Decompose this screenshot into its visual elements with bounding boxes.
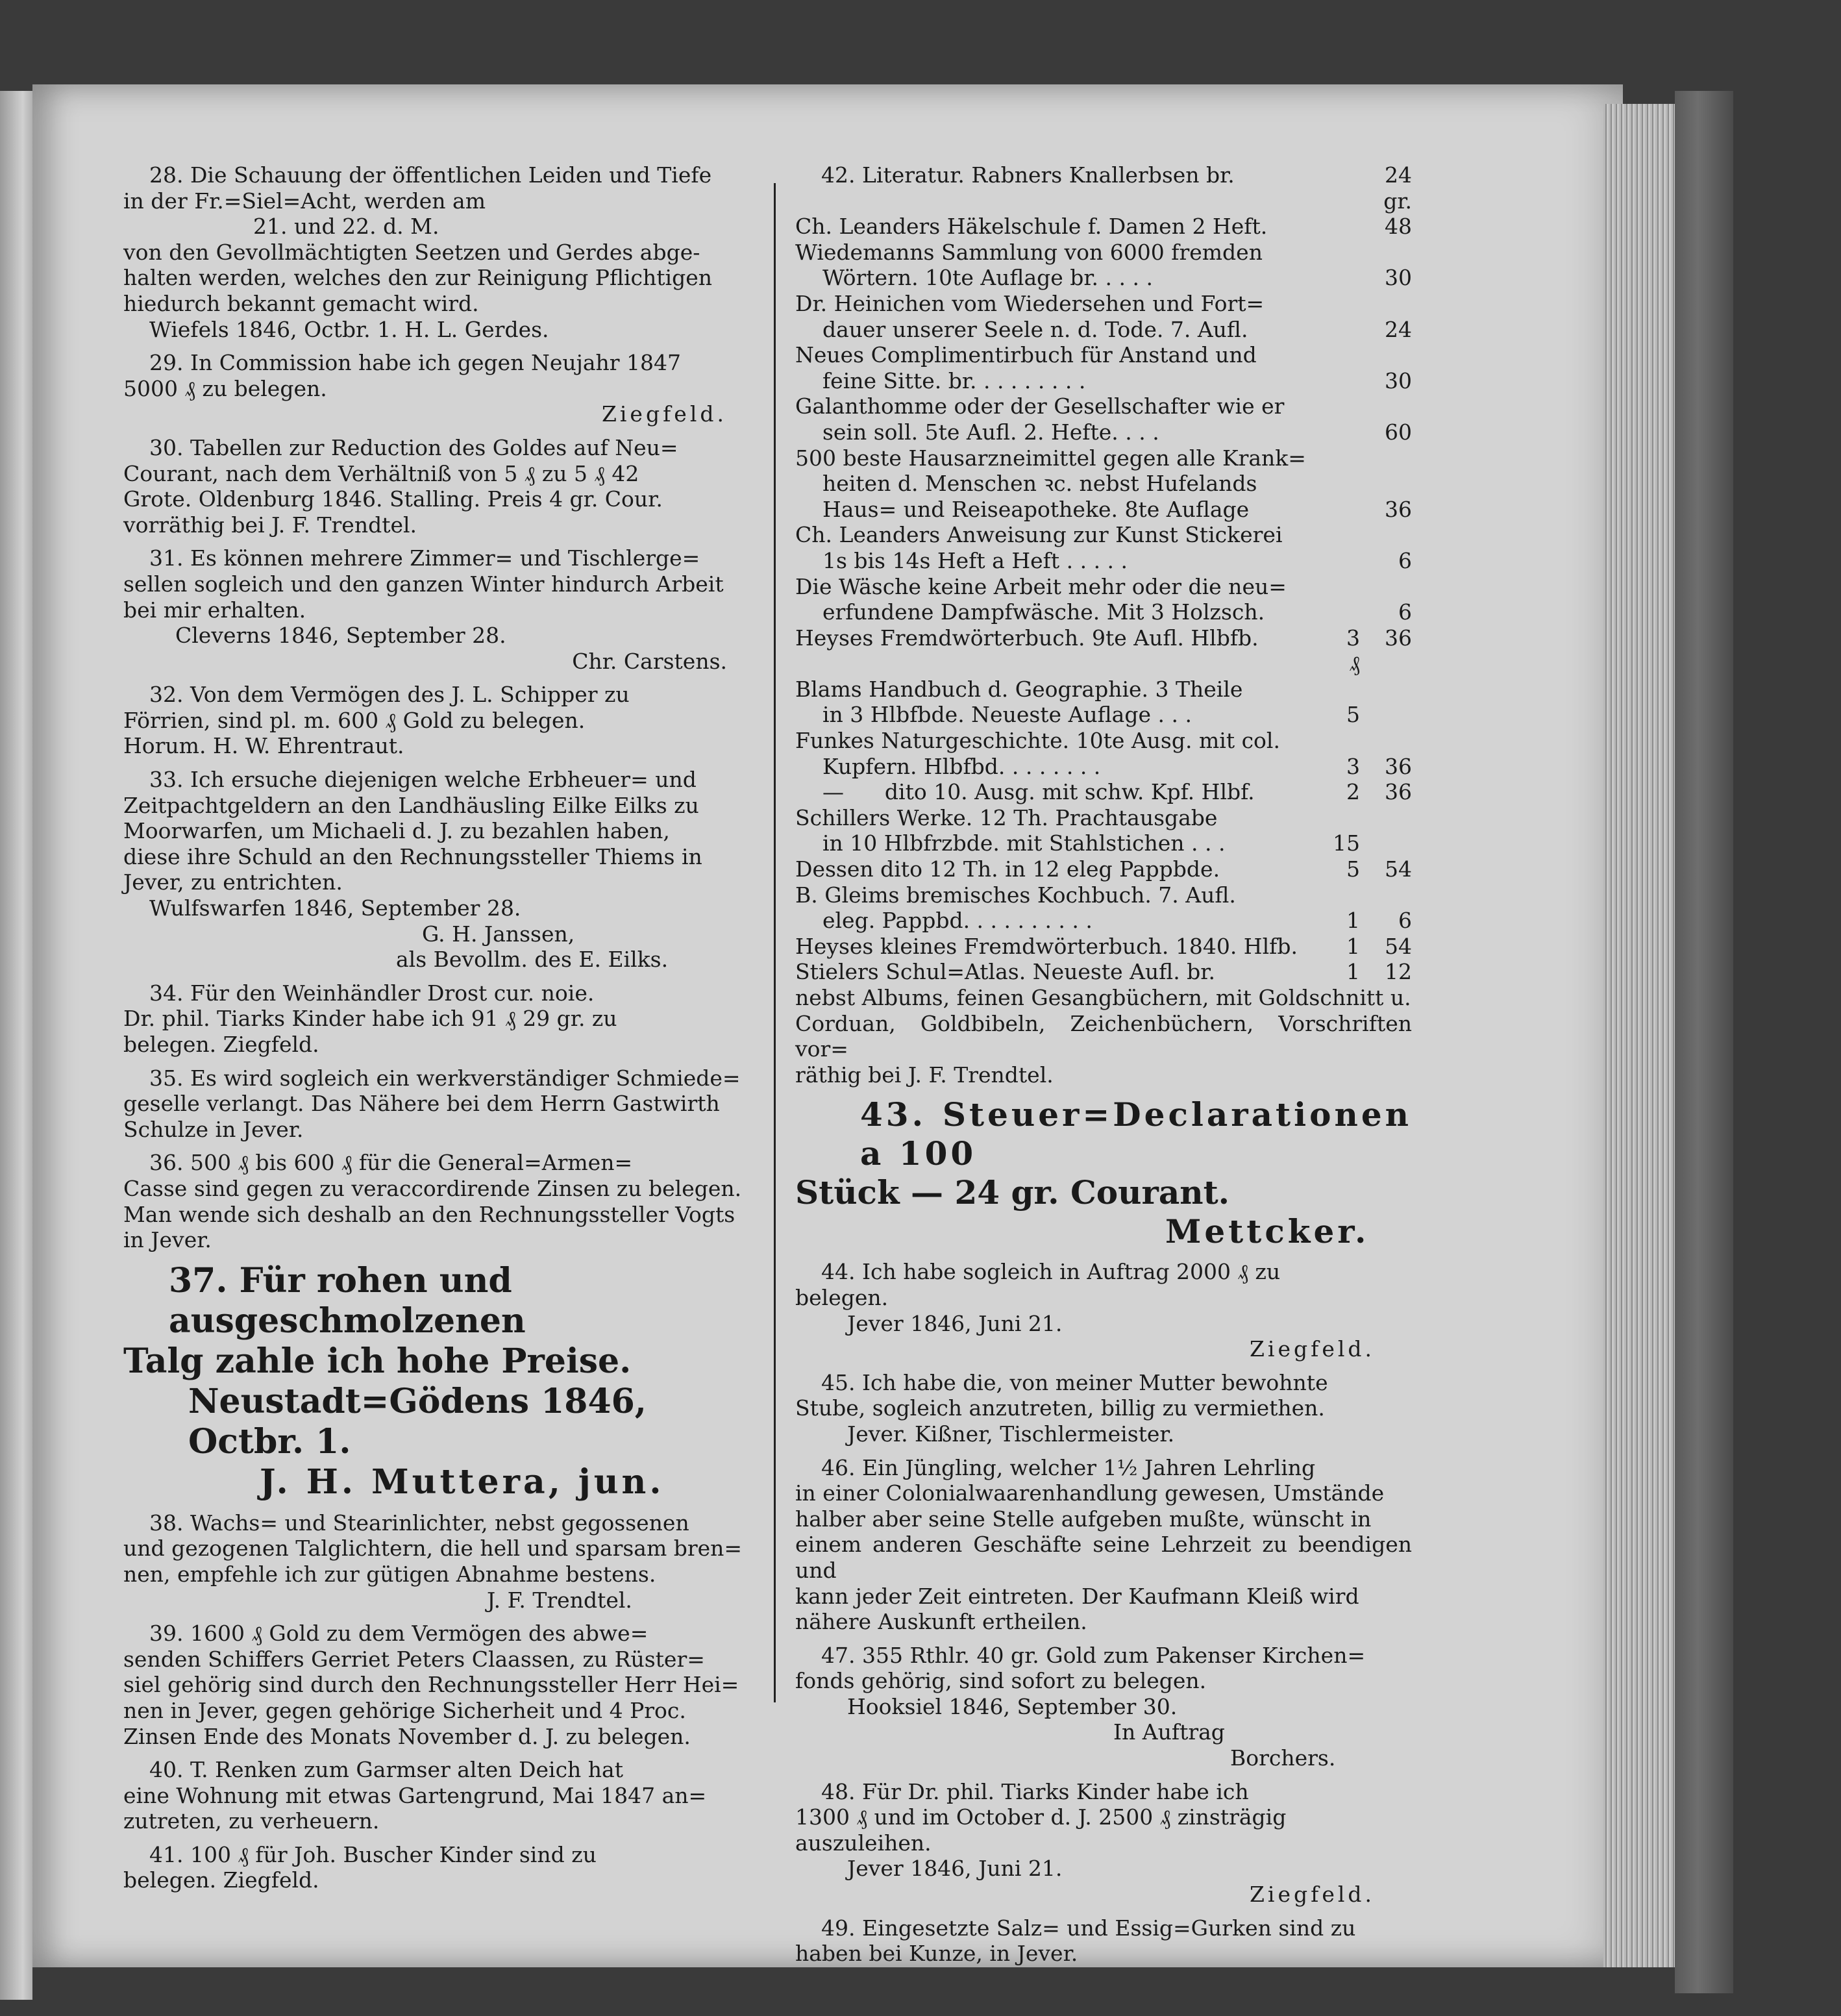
notice-line: Jever, zu entrichten. [123,869,343,895]
book-list-row [795,625,1412,677]
book-list-row [795,240,1412,266]
book-title: Dessen dito 12 Th. in 12 eleg Pappbde. [795,856,1220,882]
notice-line: räthig bei J. F. Trendtel. [795,1062,1054,1088]
notice-37 [123,1261,753,1502]
price-thaler: 2 [1346,779,1360,805]
price-thaler [1330,728,1360,754]
price-thaler: 5 [1346,702,1360,728]
price-groschen: 54 [1385,933,1412,959]
notice-43 [795,1095,1412,1251]
book-title: Neues Complimentirbuch für Anstand und [795,342,1257,368]
book-title: 1s bis 14s Heft a Heft . . . . . [795,547,1128,573]
notice-line: Zinsen Ende des Monats November d. J. zu belegen. [123,1723,691,1749]
book-list-row [795,882,1412,908]
notice-signature: G. H. Janssen, [422,921,575,947]
book-list-row [795,497,1412,523]
book-title: heiten d. Menschen ꝛc. nebst Hufelands [795,471,1257,497]
price-groschen: 36 [1385,496,1412,522]
price-groschen [1360,677,1412,703]
notice-line: Man wende sich deshalb an den Rechnungssteller Vogts [123,1201,735,1227]
notice-36 [123,1150,753,1252]
notice-line: Jever 1846, Juni 21. [847,1856,1063,1882]
right-column [795,162,1412,1968]
price-thaler [1330,574,1360,600]
notice-line: senden Schiffers Gerriet Peters Claassen, zu Rüster= [123,1646,705,1672]
price-groschen [1360,445,1412,471]
notice-line: halber aber seine Stelle aufgeben mußte, wünscht in [795,1506,1372,1532]
notice-line: Casse sind gegen zu veraccordirende Zinsen zu belegen. [123,1175,742,1201]
notice-line: Moorwarfen, um Michaeli d. J. zu bezahlen haben, [123,818,670,844]
price-thaler [1330,471,1360,497]
notice-line: eine Wohnung mit etwas Gartengrund, Mai 1847 an= [123,1782,707,1808]
notice-line: 41. 100 ₰ für Joh. Buscher Kinder sind zu [149,1841,597,1867]
price-groschen [1360,471,1412,497]
price-groschen [1360,393,1412,419]
price-groschen [1360,805,1412,831]
notice-49 [795,1915,1412,1967]
book-list-row [795,677,1412,703]
notice-30 [123,435,753,538]
notice-line: geselle verlangt. Das Nähere bei dem Herrn Gastwirth [123,1091,720,1117]
book-title: Ch. Leanders Häkelschule f. Damen 2 Heft. [795,214,1268,240]
notice-line: vorräthig bei J. F. Trendtel. [123,512,417,538]
price-groschen: 6 [1398,599,1412,625]
price: 24 gr. [1383,162,1412,214]
notice-line: 39. 1600 ₰ Gold zu dem Vermögen des abwe= [149,1621,649,1647]
notice-line: 38. Wachs= und Stearinlichter, nebst gegossenen [149,1510,689,1536]
notice-line: 1300 ₰ und im October d. J. 2500 ₰ zinsträgig [795,1804,1287,1830]
book-title: Heyses Fremdwörterbuch. 9te Aufl. Hlbfb. [795,625,1259,651]
price-thaler: 15 [1333,830,1360,856]
notice-line: fonds gehörig, sind sofort zu belegen. [795,1668,1207,1694]
book-list-row [795,393,1412,419]
notice-line: nähere Auskunft ertheilen. [795,1609,1087,1635]
price-groschen: 36 [1385,625,1412,651]
book-list-row [795,599,1412,625]
notice-signature: Ziegfeld. [1250,1336,1376,1362]
notice-line: 36. 500 ₰ bis 600 ₰ für die General=Armen= [149,1150,633,1176]
notice-line: 49. Eingesetzte Salz= und Essig=Gurken sind zu [821,1915,1356,1941]
price-thaler [1330,805,1360,831]
notice-heading: 37. Für rohen und ausgeschmolzenen [169,1260,526,1341]
notice-line: 45. Ich habe die, von meiner Mutter bewohnte [821,1369,1328,1395]
notice-28 [123,162,753,342]
book-list-row [795,548,1412,574]
notice-line: 40. T. Renken zum Garmser alten Deich hat [149,1757,623,1783]
price-groschen: 60 [1385,419,1412,445]
notice-signature: Ziegfeld. [601,401,727,427]
notice-line: zutreten, zu verheuern. [123,1808,380,1834]
book-list-row [795,856,1412,882]
notice-line: hiedurch bekannt gemacht wird. [123,290,479,316]
notice-line: 29. In Commission habe ich gegen Neujahr 1847 [149,350,682,376]
book-title: Dr. Heinichen vom Wiedersehen und Fort= [795,290,1265,316]
book-list-row [795,445,1412,471]
book-title: dauer unserer Seele n. d. Tode. 7. Aufl. [795,316,1248,342]
price-thaler: 3 ₰ [1346,625,1360,677]
notice-34 [123,980,753,1058]
notice-40 [123,1757,753,1834]
notice-39 [123,1621,753,1749]
notice-signature: Borchers. [1230,1745,1336,1771]
notice-line: diese ihre Schuld an den Rechnungssteller Thiems in [123,843,702,869]
notice-line: nen in Jever, gegen gehörige Sicherheit und 4 Proc. [123,1697,686,1723]
price-groschen: 6 [1398,547,1412,573]
notice-33 [123,767,753,973]
book-list-row [795,728,1412,754]
book-list-header [795,162,1412,214]
book-list-row [795,522,1412,548]
notice-line: in einer Colonialwaarenhandlung gewesen, Umstände [795,1480,1385,1506]
notice-48 [795,1779,1412,1908]
notice-42 [795,162,1412,1088]
notice-line: 46. Ein Jüngling, welcher 1½ Jahren Lehrling [821,1454,1316,1480]
book-title: Wörtern. 10te Auflage br. . . . . [795,265,1153,291]
price-thaler [1330,240,1360,266]
book-title: eleg. Pappbd. . . . . . . . . . [795,908,1093,934]
notice-line: Cleverns 1846, September 28. [175,623,506,649]
notice-line: von den Gevollmächtigten Seetzen und Gerdes abge- [123,239,700,265]
book-title: Die Wäsche keine Arbeit mehr oder die neu= [795,573,1287,599]
price-thaler [1330,599,1360,625]
book-cover-edge [1675,91,1733,1993]
book-title: Stielers Schul=Atlas. Neueste Aufl. br. [795,959,1215,985]
notice-line: 21. und 22. d. M. [253,214,439,240]
notice-line: Grote. Oldenburg 1846. Stalling. Preis 4 gr. Cour. [123,486,663,512]
price-groschen: 12 [1385,959,1412,985]
price-groschen: 24 [1385,316,1412,342]
notice-signature: Chr. Carstens. [572,648,727,674]
book-list-row [795,908,1412,934]
book-list-row [795,419,1412,445]
notice-line: 47. 355 Rthlr. 40 gr. Gold zum Pakenser Kirchen= [821,1642,1366,1668]
notice-line: 30. Tabellen zur Reduction des Goldes auf Neu= [149,434,678,460]
notice-line: haben bei Kunze, in Jever. [795,1941,1078,1967]
price-thaler [1330,214,1360,240]
price-groschen: 36 [1385,779,1412,805]
price-thaler [1330,317,1360,343]
book-list-row [795,291,1412,317]
book-list-row [795,317,1412,343]
notice-heading: 43. Steuer=Declarationen a 100 [860,1095,1412,1173]
book-title: feine Sitte. br. . . . . . . . . [795,367,1086,393]
notice-line: sellen sogleich und den ganzen Winter hindurch Arbeit [123,571,724,597]
book-title: Wiedemanns Sammlung von 6000 fremden [795,239,1263,265]
price-thaler [1330,445,1360,471]
price-groschen: 6 [1398,908,1412,934]
notice-signature: Mettcker. [1165,1212,1370,1251]
book-list-row [795,214,1412,240]
price-thaler [1330,677,1360,703]
column-rule [774,183,776,1702]
notice-line: Horum. H. W. Ehrentraut. [123,733,404,759]
left-column [123,162,753,1895]
notice-line: belegen. Ziegfeld. [123,1032,319,1057]
notice-line: belegen. [795,1284,889,1310]
facing-page-edge [0,91,32,2000]
price-groschen [1360,522,1412,548]
notice-41 [123,1842,753,1893]
price-thaler: 1 [1346,908,1360,934]
notice-line: Schulze in Jever. [123,1116,304,1142]
notice-line: 31. Es können mehrere Zimmer= und Tischlerge= [149,545,700,571]
book-list-row [795,265,1412,291]
price-groschen [1360,291,1412,317]
notice-line: Stube, sogleich anzutreten, billig zu vermiethen. [795,1395,1325,1421]
notice-line: in Jever. [123,1227,212,1253]
book-title: Haus= und Reiseapotheke. 8te Auflage [795,496,1250,522]
book-title: Funkes Naturgeschichte. 10te Ausg. mit col. [795,728,1280,754]
notice-line: 32. Von dem Vermögen des J. L. Schipper zu [149,682,630,708]
notice-31 [123,545,753,674]
notice-signature: Jever. Kißner, Tischlermeister. [847,1421,1175,1447]
notice-line: 33. Ich ersuche diejenigen welche Erbheuer= und [149,767,697,793]
price-thaler [1330,419,1360,445]
book-title: in 10 Hlbfrzbde. mit Stahlstichen . . . [795,830,1226,856]
notice-line: Förrien, sind pl. m. 600 ₰ Gold zu belegen. [123,707,586,733]
price-thaler [1330,522,1360,548]
notice-line: Zeitpachtgeldern an den Landhäusling Eilke Eilks zu [123,792,699,818]
book-list [795,214,1412,985]
notice-line: kann jeder Zeit eintreten. Der Kaufmann Kleiß wird [795,1583,1359,1609]
notice-line: 34. Für den Weinhändler Drost cur. noie. [149,980,595,1006]
book-list-row [795,805,1412,831]
price-thaler: 1 [1346,933,1360,959]
book-list-row [795,779,1412,805]
price-groschen [1360,574,1412,600]
price-thaler [1330,342,1360,368]
notice-line: In Auftrag [1113,1719,1225,1745]
notice-line: 5000 ₰ zu belegen. [123,375,327,401]
notice-35 [123,1065,753,1143]
notice-signature: J. F. Trendtel. [487,1587,632,1613]
book-title: Heyses kleines Fremdwörterbuch. 1840. Hlfb. [795,933,1298,959]
notice-line: nen, empfehle ich zur gütigen Abnahme bestens. [123,1561,656,1587]
book-list-row [795,471,1412,497]
price-thaler [1330,393,1360,419]
notice-44 [795,1259,1412,1362]
notice-line: nebst Albums, feinen Gesangbüchern, mit Goldschnitt u. [795,985,1411,1010]
notice-line: bei mir erhalten. [123,597,306,623]
price-thaler [1330,368,1360,394]
price-groschen: 36 [1385,753,1412,779]
price-groschen [1360,240,1412,266]
price-groschen: 54 [1385,856,1412,882]
notice-line: einem anderen Geschäfte seine Lehrzeit zu beendigen und [795,1532,1412,1583]
notice-line: Jever 1846, Juni 21. [847,1310,1063,1336]
price-thaler [1330,548,1360,574]
price-thaler [1330,291,1360,317]
book-list-row [795,702,1412,728]
price-groschen: 30 [1385,367,1412,393]
price-groschen [1360,702,1412,728]
price-thaler [1330,882,1360,908]
notice-heading: Stück — 24 gr. Courant. [795,1173,1230,1212]
book-title: in 3 Hlbfbde. Neueste Auflage . . . [795,702,1192,728]
notice-line: belegen. Ziegfeld. [123,1867,319,1893]
book-title: Galanthomme oder der Gesellschafter wie er [795,393,1285,419]
price-groschen [1360,830,1412,856]
notice-line: 28. Die Schauung der öffentlichen Leiden und Tiefe [149,162,712,188]
notice-line: auszuleihen. [795,1830,932,1856]
notice-line: Wulfswarfen 1846, September 28. [149,895,521,921]
book-list-row [795,342,1412,368]
book-title: Kupfern. Hlbfbd. . . . . . . . [795,753,1101,779]
notice-signature: Ziegfeld. [1250,1882,1376,1908]
book-title: Ch. Leanders Anweisung zur Kunst Stickerei [795,522,1283,548]
notice-line: 35. Es wird sogleich ein werkverständiger Schmiede= [149,1065,741,1091]
notice-45 [795,1370,1412,1447]
book-title: Schillers Werke. 12 Th. Prachtausgabe [795,804,1218,830]
book-list-row [795,934,1412,960]
price-groschen [1360,882,1412,908]
notice-29 [123,350,753,427]
notice-heading: Talg zahle ich hohe Preise. [123,1341,632,1381]
notice-32 [123,682,753,759]
price-thaler: 3 [1346,753,1360,779]
price-thaler: 5 [1346,856,1360,882]
notice-line: Courant, nach dem Verhältniß von 5 ₰ zu 5 ₰ 42 [123,460,639,486]
notice-line: 44. Ich habe sogleich in Auftrag 2000 ₰ zu [821,1259,1281,1285]
notice-line: Dr. phil. Tiarks Kinder habe ich 91 ₰ 29 gr. zu [123,1006,617,1032]
notice-signature: als Bevollm. des E. Eilks. [396,947,669,973]
notice-line: siel gehörig sind durch den Rechnungssteller Herr Hei= [123,1672,739,1698]
notice-line: 42. Literatur. Rabners Knallerbsen br. [821,162,1235,188]
notice-heading: Neustadt=Gödens 1846, Octbr. 1. [188,1381,647,1462]
book-list-row [795,574,1412,600]
book-title: Blams Handbuch d. Geographie. 3 Theile [795,676,1243,702]
notice-line: halten werden, welches den zur Reinigung Pflichtigen [123,265,712,291]
notice-line: Corduan, Goldbibeln, Zeichenbüchern, Vorschriften vor= [795,1010,1412,1062]
book-title: 500 beste Hausarzneimittel gegen alle Krank= [795,445,1306,471]
book-title: erfundene Dampfwäsche. Mit 3 Holzsch. [795,599,1265,625]
book-list-row [795,754,1412,780]
notice-47 [795,1643,1412,1771]
price-groschen [1360,728,1412,754]
price-groschen: 48 [1385,214,1412,240]
notice-line: und gezogenen Talglichtern, die hell und sparsam bren= [123,1536,743,1562]
notice-46 [795,1455,1412,1635]
notice-line: Hooksiel 1846, September 30. [847,1693,1178,1719]
price-thaler [1330,497,1360,523]
price-groschen [1360,342,1412,368]
notice-signature: Wiefels 1846, Octbr. 1. H. L. Gerdes. [149,316,549,342]
price-thaler [1330,265,1360,291]
price-thaler: 1 [1346,959,1360,985]
notice-signature: J. H. Muttera, jun. [260,1462,665,1502]
book-list-row [795,830,1412,856]
price-groschen: 30 [1385,265,1412,291]
book-title: sein soll. 5te Aufl. 2. Hefte. . . . [795,419,1159,445]
book-title: B. Gleims bremisches Kochbuch. 7. Aufl. [795,882,1236,908]
notice-line: 48. Für Dr. phil. Tiarks Kinder habe ich [821,1778,1249,1804]
book-title: — dito 10. Ausg. mit schw. Kpf. Hlbf. [795,779,1255,805]
book-list-row [795,959,1412,985]
notice-line: in der Fr.=Siel=Acht, werden am [123,188,486,214]
notice-38 [123,1510,753,1613]
book-list-row [795,368,1412,394]
